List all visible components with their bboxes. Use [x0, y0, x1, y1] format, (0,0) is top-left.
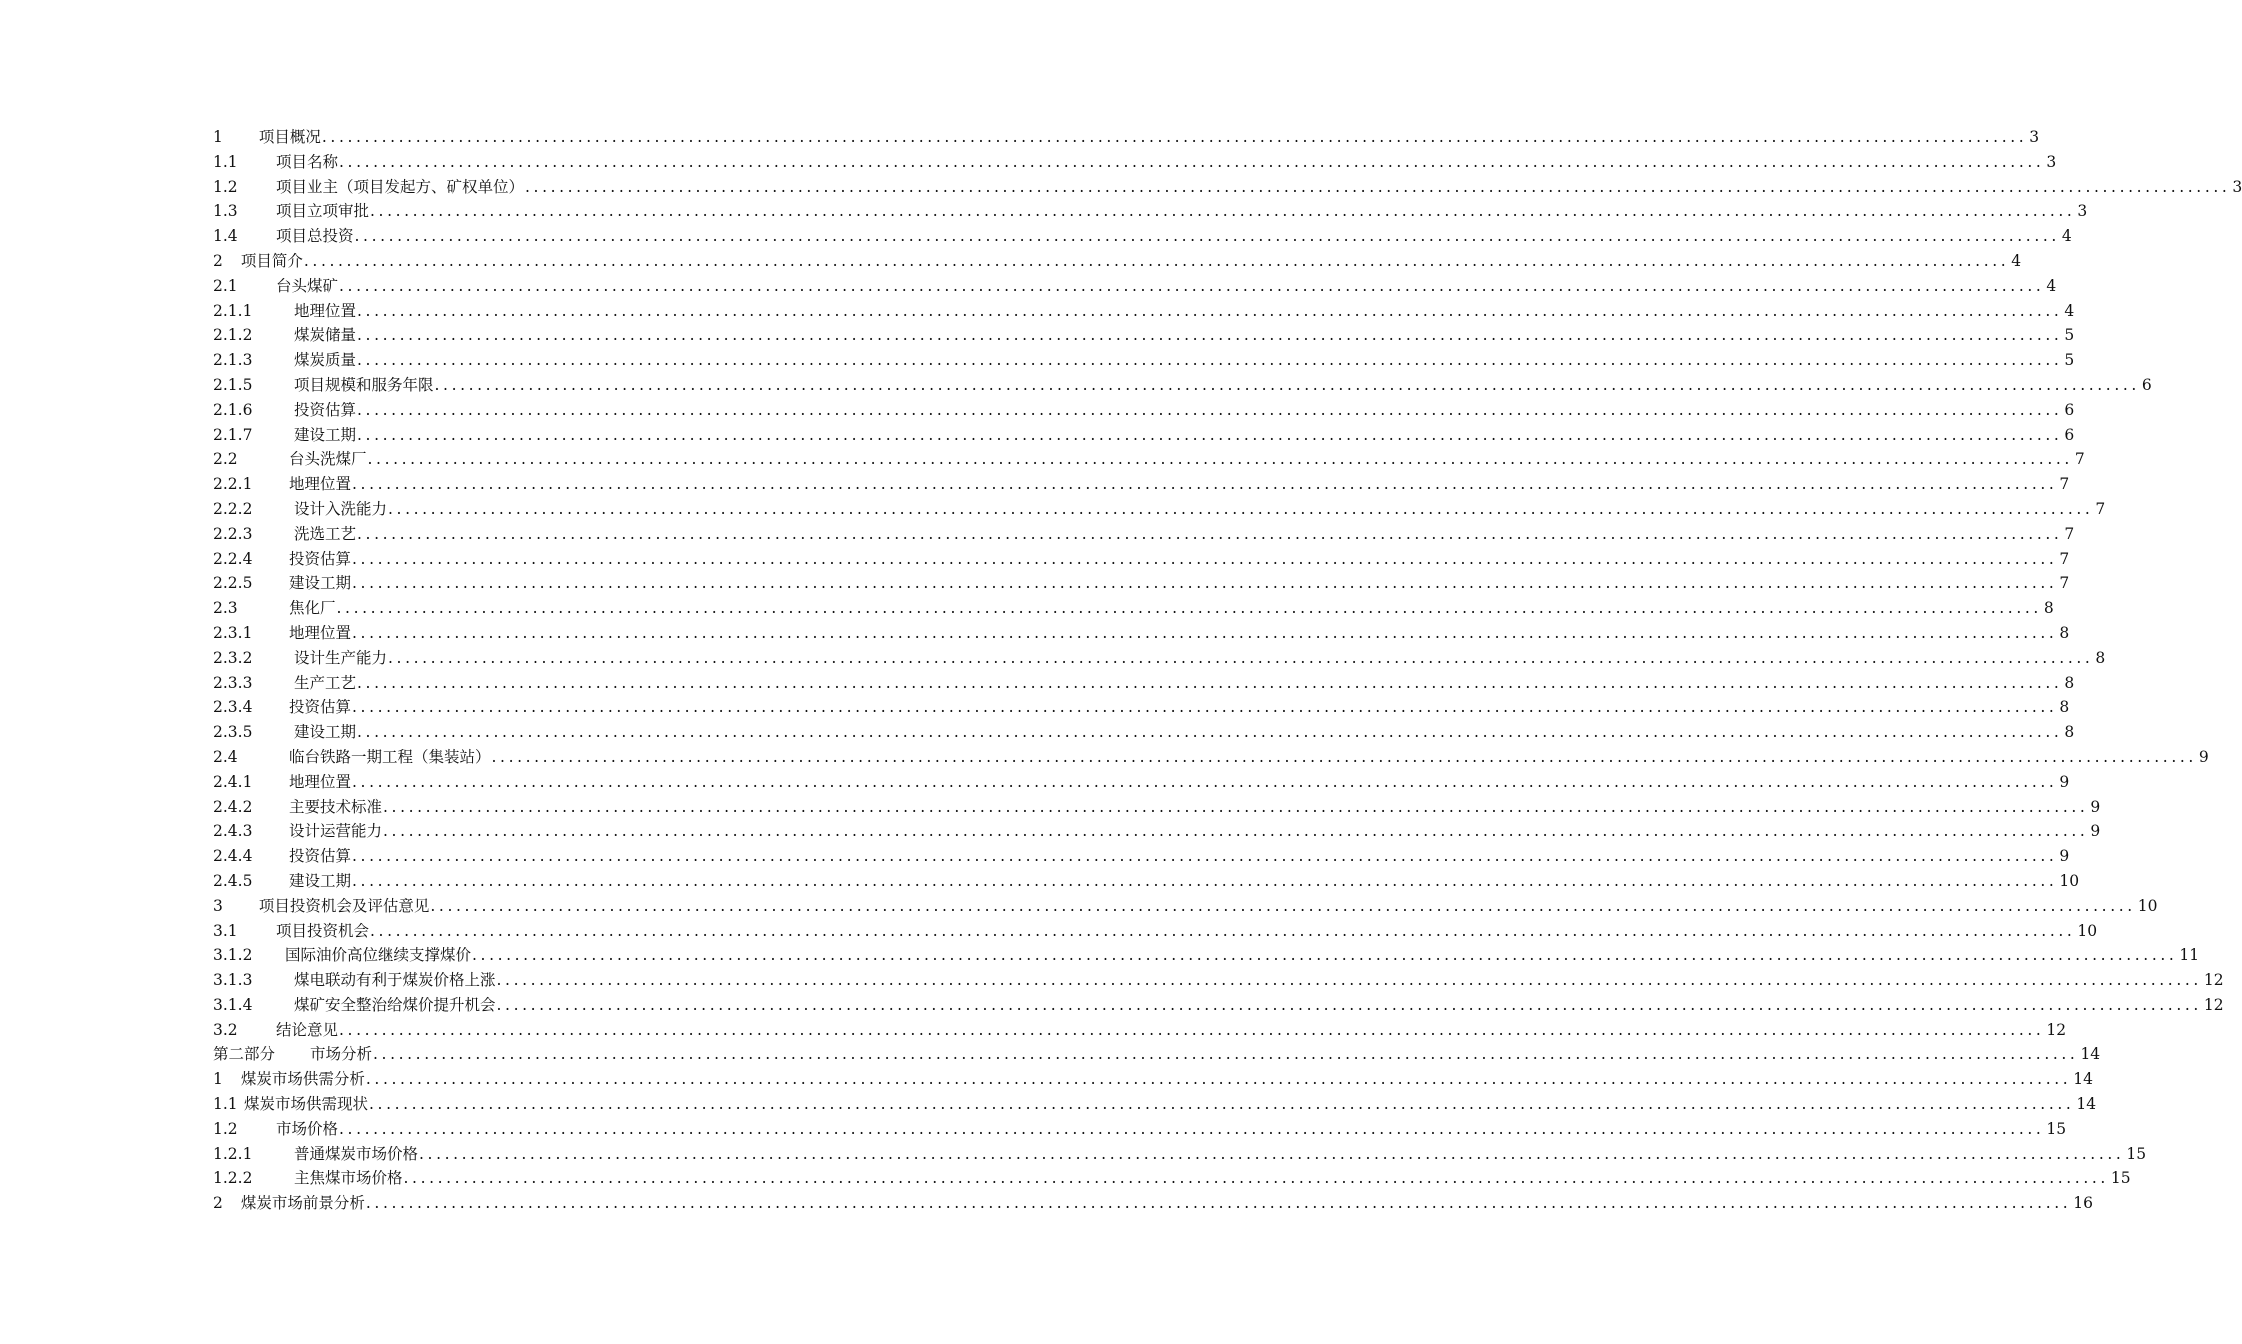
toc-entry-number: 2.2.2: [213, 499, 253, 518]
toc-entry-title: 设计生产能力: [294, 648, 388, 667]
toc-entry-page-number: 3: [2232, 177, 2242, 196]
dot-leader: ........................................................................................................................................................................................................: [339, 152, 2045, 171]
toc-entry-title: 主焦煤市场价格: [294, 1169, 403, 1188]
dot-leader: ........................................................................................................................................................................................................: [321, 128, 2028, 146]
toc-entry-title: 煤炭市场供需分析: [240, 1070, 365, 1089]
dot-leader: ........................................................................................................................................................................................................: [352, 698, 2058, 717]
toc-entry-title: 临台铁路一期工程（集装站）: [289, 747, 491, 766]
toc-entry[interactable]: [213, 1092, 2097, 1117]
toc-entry-page-number: 6: [2064, 400, 2075, 419]
toc-entry-number: 2.1.6: [213, 400, 253, 419]
toc-entry-page-number: 7: [2059, 574, 2070, 593]
toc-entry-title: 地理位置: [289, 623, 352, 642]
toc-entry[interactable]: [213, 1191, 2094, 1216]
toc-entry-title: 洗选工艺: [294, 524, 357, 543]
toc-entry-page-number: 16: [2073, 1194, 2094, 1213]
toc-entry-number: 1.1: [213, 152, 238, 171]
toc-entry-page-number: 12: [2203, 971, 2224, 990]
dot-leader: ........................................................................................................................................................................................................: [367, 450, 2073, 469]
toc-entry-title: 地理位置: [294, 301, 357, 320]
toc-entry[interactable]: [213, 671, 2075, 696]
toc-entry-page-number: 7: [2095, 499, 2106, 518]
toc-entry-page-number: 9: [2090, 797, 2101, 816]
toc-entry-number: 2.3.4: [213, 698, 253, 717]
dot-leader: ........................................................................................................................................................................................................: [357, 524, 2063, 543]
toc-entry-page-number: 7: [2059, 549, 2070, 568]
toc-entry-title: 建设工期: [294, 425, 357, 444]
dot-leader: ........................................................................................................................................................................................................: [388, 499, 2094, 518]
toc-entry-page-number: 14: [2073, 1070, 2094, 1089]
toc-entry-page-number: 4: [2011, 251, 2022, 270]
dot-leader: ........................................................................................................................................................................................................: [388, 648, 2094, 667]
toc-entry[interactable]: [213, 423, 2075, 448]
toc-entry[interactable]: [213, 621, 2070, 646]
toc-entry-number: 2.3: [213, 599, 238, 618]
toc-entry[interactable]: [213, 1117, 2067, 1142]
toc-entry-number: 3.1.4: [213, 995, 253, 1014]
dot-leader: ........................................................................................................................................................................................................: [525, 177, 2231, 196]
dot-leader: ........................................................................................................................................................................................................: [496, 995, 2202, 1014]
toc-entry[interactable]: [213, 646, 2106, 671]
dot-leader: ........................................................................................................................................................................................................: [369, 1095, 2075, 1114]
toc-entry-page-number: 3: [2077, 202, 2088, 221]
dot-leader: ........................................................................................................................................................................................................: [357, 301, 2063, 320]
dot-leader: ........................................................................................................................................................................................................: [352, 623, 2058, 642]
toc-entry-title: 建设工期: [294, 723, 357, 742]
toc-entry[interactable]: [213, 199, 2088, 224]
toc-entry-number: 1.2.1: [213, 1144, 253, 1163]
toc-entry-page-number: 9: [2059, 847, 2070, 866]
toc-entry-page-number: 4: [2046, 276, 2057, 295]
dot-leader: ........................................................................................................................................................................................................: [352, 475, 2058, 494]
toc-entry[interactable]: [213, 720, 2075, 745]
toc-entry-number: 1.2: [213, 177, 238, 196]
toc-entry-number: 2.4.5: [213, 871, 253, 890]
toc-entry-title: 投资估算: [289, 549, 352, 568]
toc-entry-page-number: 4: [2061, 227, 2072, 246]
toc-entry-title: 投资估算: [289, 847, 352, 866]
toc-entry-title: 生产工艺: [294, 673, 357, 692]
dot-leader: ........................................................................................................................................................................................................: [434, 375, 2140, 394]
toc-entry[interactable]: [213, 1067, 2094, 1092]
toc-entry-page-number: 7: [2074, 450, 2085, 469]
toc-entry-number: 1.3: [213, 202, 238, 221]
toc-entry-title: 项目名称: [276, 152, 339, 171]
toc-entry-page-number: 7: [2059, 475, 2070, 494]
toc-entry[interactable]: [213, 224, 2072, 249]
dot-leader: ........................................................................................................................................................................................................: [352, 847, 2058, 866]
dot-leader: ........................................................................................................................................................................................................: [357, 326, 2063, 345]
dot-leader: ........................................................................................................................................................................................................: [373, 1045, 2079, 1064]
toc-entry-title: 煤炭质量: [294, 351, 357, 370]
dot-leader: ........................................................................................................................................................................................................: [365, 1070, 2072, 1089]
toc-entry-title: 市场价格: [276, 1119, 339, 1138]
toc-entry[interactable]: [213, 447, 2085, 472]
toc-entry[interactable]: [213, 844, 2070, 869]
toc-entry[interactable]: [213, 943, 2200, 968]
toc-entry-number: 第二部分: [213, 1045, 276, 1064]
toc-entry[interactable]: [213, 398, 2075, 423]
dot-leader: ........................................................................................................................................................................................................: [370, 921, 2076, 940]
toc-entry[interactable]: [213, 869, 2080, 894]
dot-leader: ........................................................................................................................................................................................................: [354, 227, 2060, 246]
toc-entry-number: 2.3.3: [213, 673, 253, 692]
toc-entry-number: 1.2.2: [213, 1169, 253, 1188]
toc-entry-number: 3.1.3: [213, 971, 253, 990]
toc-entry[interactable]: [213, 695, 2070, 720]
dot-leader: ........................................................................................................................................................................................................: [352, 549, 2058, 568]
toc-entry-number: 2.2.3: [213, 524, 253, 543]
toc-entry-number: 3: [213, 896, 223, 915]
toc-entry-number: 1: [213, 128, 223, 146]
toc-entry-page-number: 5: [2064, 351, 2075, 370]
toc-entry-page-number: 10: [2137, 896, 2158, 915]
toc-entry-number: 2.1: [213, 276, 238, 295]
dot-leader: ........................................................................................................................................................................................................: [496, 971, 2202, 990]
toc-entry-page-number: 8: [2059, 623, 2070, 642]
toc-entry-title: 项目业主（项目发起方、矿权单位）: [276, 177, 525, 196]
dot-leader: ........................................................................................................................................................................................................: [357, 400, 2063, 419]
toc-entry-number: 2.2.1: [213, 475, 253, 494]
toc-entry[interactable]: [213, 299, 2075, 324]
toc-entry-title: 建设工期: [289, 871, 352, 890]
toc-entry-title: 项目总投资: [276, 227, 354, 246]
toc-entry[interactable]: [213, 993, 2224, 1018]
dot-leader: ........................................................................................................................................................................................................: [357, 425, 2063, 444]
toc-entry-page-number: 7: [2064, 524, 2075, 543]
toc-entry-number: 2.2.5: [213, 574, 253, 593]
toc-entry-page-number: 9: [2090, 822, 2101, 841]
toc-entry-title: 台头洗煤厂: [289, 450, 367, 469]
toc-entry[interactable]: [213, 150, 2057, 175]
toc-entry-number: 3.1: [213, 921, 238, 940]
toc-entry[interactable]: [213, 522, 2075, 547]
toc-entry[interactable]: [213, 571, 2070, 596]
toc-entry-page-number: 12: [2203, 995, 2224, 1014]
dot-leader: ........................................................................................................................................................................................................: [357, 351, 2063, 370]
dot-leader: ........................................................................................................................................................................................................: [383, 797, 2089, 816]
toc-entry-number: 2.3.1: [213, 623, 253, 642]
toc-entry-number: 2.4.4: [213, 847, 253, 866]
toc-entry[interactable]: [213, 125, 2040, 150]
toc-entry-title: 焦化厂: [289, 599, 336, 618]
toc-entry-title: 普通煤炭市场价格: [294, 1144, 419, 1163]
toc-entry-title: 煤炭市场前景分析: [240, 1194, 365, 1213]
toc-entry[interactable]: [213, 745, 2209, 770]
dot-leader: ........................................................................................................................................................................................................: [339, 1119, 2045, 1138]
toc-entry-page-number: 8: [2095, 648, 2106, 667]
dot-leader: ........................................................................................................................................................................................................: [336, 599, 2042, 618]
toc-entry-title: 地理位置: [289, 475, 352, 494]
toc-entry-number: 2.4.3: [213, 822, 253, 841]
toc-entry[interactable]: [213, 819, 2101, 844]
toc-entry-number: 1: [213, 1070, 223, 1089]
toc-entry-title: 设计运营能力: [289, 822, 383, 841]
toc-entry-title: 市场分析: [310, 1045, 373, 1064]
toc-entry[interactable]: [213, 472, 2070, 497]
toc-entry-page-number: 9: [2198, 747, 2209, 766]
toc-entry-number: 1.4: [213, 227, 238, 246]
toc-entry-title: 煤矿安全整治给煤价提升机会: [294, 995, 496, 1014]
toc-entry-title: 项目规模和服务年限: [294, 375, 434, 394]
toc-entry-number: 1.1: [213, 1095, 238, 1114]
toc-entry-title: 项目概况: [258, 128, 321, 146]
dot-leader: ........................................................................................................................................................................................................: [357, 673, 2063, 692]
toc-entry-page-number: 15: [2046, 1119, 2067, 1138]
toc-entry-page-number: 14: [2076, 1095, 2097, 1114]
toc-entry-page-number: 3: [2029, 128, 2040, 146]
toc-entry-number: 2: [213, 1194, 223, 1213]
toc-entry-number: 2.1.5: [213, 375, 253, 394]
toc-entry-number: 2.2.4: [213, 549, 253, 568]
toc-entry-number: 3.1.2: [213, 946, 253, 965]
toc-entry-number: 2.4.2: [213, 797, 253, 816]
toc-entry-number: 2: [213, 251, 223, 270]
toc-entry[interactable]: [213, 795, 2101, 820]
toc-entry-page-number: 10: [2077, 921, 2098, 940]
toc-entry-title: 项目立项审批: [276, 202, 370, 221]
dot-leader: ........................................................................................................................................................................................................: [357, 723, 2063, 742]
dot-leader: ........................................................................................................................................................................................................: [430, 896, 2136, 915]
toc-entry[interactable]: [213, 274, 2057, 299]
dot-leader: ........................................................................................................................................................................................................: [352, 772, 2058, 791]
toc-entry-title: 地理位置: [289, 772, 352, 791]
toc-entry-title: 国际油价高位继续支撑煤价: [285, 946, 472, 965]
toc-entry[interactable]: [213, 1042, 2101, 1067]
toc-entry-page-number: 8: [2064, 723, 2075, 742]
toc-entry-page-number: 3: [2046, 152, 2057, 171]
toc-entry[interactable]: [213, 1142, 2147, 1167]
toc-entry[interactable]: [213, 1018, 2067, 1043]
toc-entry[interactable]: [213, 894, 2158, 919]
toc-entry[interactable]: [213, 968, 2224, 993]
dot-leader: ........................................................................................................................................................................................................: [403, 1169, 2109, 1188]
toc-entry-number: 2.2: [213, 450, 238, 469]
toc-entry-number: 2.1.7: [213, 425, 253, 444]
toc-entry-number: 2.1.2: [213, 326, 253, 345]
toc-entry-title: 投资估算: [289, 698, 352, 717]
toc-entry-title: 项目简介: [240, 251, 303, 270]
toc-entry-page-number: 10: [2059, 871, 2080, 890]
toc-entry-title: 台头煤矿: [276, 276, 339, 295]
dot-leader: ........................................................................................................................................................................................................: [365, 1194, 2072, 1213]
toc-entry-title: 项目投资机会: [276, 921, 370, 940]
toc-entry[interactable]: [213, 919, 2098, 944]
toc-entry-title: 煤电联动有利于煤炭价格上涨: [294, 971, 496, 990]
toc-entry-page-number: 8: [2064, 673, 2075, 692]
dot-leader: ........................................................................................................................................................................................................: [303, 251, 2010, 270]
dot-leader: ........................................................................................................................................................................................................: [352, 574, 2058, 593]
toc-entry[interactable]: [213, 596, 2054, 621]
table-of-contents: [213, 125, 2242, 1216]
toc-entry-page-number: 15: [2110, 1169, 2131, 1188]
toc-entry-number: 2.1.3: [213, 351, 253, 370]
dot-leader: ........................................................................................................................................................................................................: [370, 202, 2076, 221]
toc-entry-title: 建设工期: [289, 574, 352, 593]
toc-entry[interactable]: [213, 249, 2022, 274]
dot-leader: ........................................................................................................................................................................................................: [352, 871, 2058, 890]
dot-leader: ........................................................................................................................................................................................................: [419, 1144, 2125, 1163]
toc-entry[interactable]: [213, 770, 2070, 795]
toc-entry-page-number: 4: [2064, 301, 2075, 320]
toc-entry-page-number: 11: [2179, 946, 2200, 965]
toc-entry-page-number: 8: [2043, 599, 2054, 618]
toc-entry-title: 煤炭储量: [294, 326, 357, 345]
toc-entry-number: 2.4.1: [213, 772, 253, 791]
toc-entry-title: 设计入洗能力: [294, 499, 388, 518]
toc-entry-number: 2.4: [213, 747, 238, 766]
toc-entry-page-number: 6: [2141, 375, 2152, 394]
toc-entry[interactable]: [213, 175, 2242, 200]
toc-entry-title: 项目投资机会及评估意见: [258, 896, 430, 915]
toc-entry-number: 3.2: [213, 1020, 238, 1039]
toc-entry-page-number: 9: [2059, 772, 2070, 791]
toc-entry-page-number: 8: [2059, 698, 2070, 717]
toc-entry-title: 煤炭市场供需现状: [244, 1095, 369, 1114]
toc-entry[interactable]: [213, 547, 2070, 572]
toc-entry[interactable]: [213, 323, 2075, 348]
toc-entry-number: 1.2: [213, 1119, 238, 1138]
toc-entry-page-number: 12: [2046, 1020, 2067, 1039]
toc-entry-number: 2.1.1: [213, 301, 253, 320]
toc-entry[interactable]: [213, 1166, 2131, 1191]
dot-leader: ........................................................................................................................................................................................................: [472, 946, 2178, 965]
toc-entry-title: 主要技术标准: [289, 797, 383, 816]
toc-entry-title: 结论意见: [276, 1020, 339, 1039]
toc-entry[interactable]: [213, 497, 2106, 522]
toc-entry-number: 2.3.2: [213, 648, 253, 667]
dot-leader: ........................................................................................................................................................................................................: [339, 1020, 2045, 1039]
toc-entry-title: 投资估算: [294, 400, 357, 419]
toc-entry-page-number: 6: [2064, 425, 2075, 444]
dot-leader: ........................................................................................................................................................................................................: [383, 822, 2089, 841]
toc-entry-page-number: 14: [2080, 1045, 2101, 1064]
toc-entry[interactable]: [213, 373, 2152, 398]
toc-entry-page-number: 5: [2064, 326, 2075, 345]
dot-leader: ........................................................................................................................................................................................................: [339, 276, 2045, 295]
toc-entry-page-number: 15: [2126, 1144, 2147, 1163]
dot-leader: ........................................................................................................................................................................................................: [491, 747, 2197, 766]
toc-entry-number: 2.3.5: [213, 723, 253, 742]
toc-entry[interactable]: [213, 348, 2075, 373]
